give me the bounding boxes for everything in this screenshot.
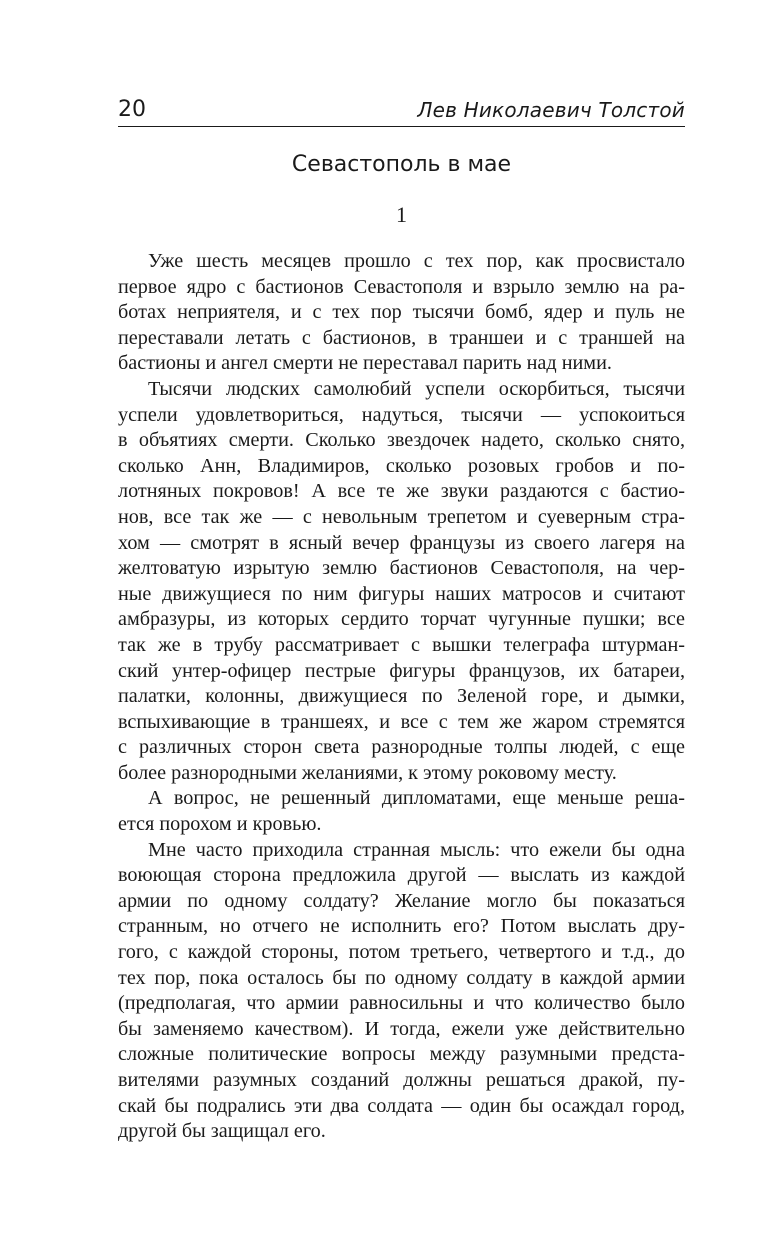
running-header [118,96,685,127]
text-line: сколько Анн, Владимиров, сколько розовых гробов и по- [118,454,685,477]
text-line: желтоватую изрытую землю бастионов Севастополя, на чер- [118,557,685,580]
text-line: скай бы подрались эти два солдата — один бы осаждал город, [118,1094,685,1117]
text-line: (предполагая, что армии равносильны и что количество было [118,992,685,1015]
paragraph [118,377,685,787]
text-line: палатки, колонны, движущиеся по Зеленой горе, и дымки, [118,685,685,708]
text-line: другой бы защищал его. [118,1120,326,1143]
paragraph [118,249,685,377]
text-line: амбразуры, из которых сердито торчат чугунные пушки; все [118,608,685,631]
text-line: ные движущиеся по ним фигуры наших матросов и считают [118,582,685,605]
text-line: с различных сторон света разнородные толпы людей, с еще [118,736,685,759]
text-line: нов, все так же — с невольным трепетом и суеверным стра- [118,505,685,528]
text-line: странным, но отчего не исполнить его? Потом выслать дру- [118,915,685,938]
text-line: первое ядро с бастионов Севастополя и взрыло землю на ра- [118,275,685,298]
text-line: вителями разумных созданий должны решаться дракой, пу- [118,1069,685,1091]
text-line: лотняных покровов! А все те же звуки раздаются с бастио- [118,480,685,503]
text-line: бы заменяемо качеством). И тогда, ежели уже действительно [118,1017,685,1040]
page-number: 20 [118,97,146,122]
text-line: Тысячи людских самолюбий успели оскорбиться, тысячи [148,377,685,400]
text-line: бастионы и ангел смерти не переставал парить над ними. [118,352,612,375]
text-line: более разнородными желаниями, к этому роковому месту. [118,761,617,784]
text-line: А вопрос, не решенный дипломатами, еще меньше реша- [148,787,685,810]
text-line: вспыхивающие в траншеях, и все с тем же жаром стремятся [118,710,685,733]
chapter-title: Севастополь в мае [291,152,512,177]
text-line: армии по одному солдату? Желание могло бы показаться [118,889,685,912]
text-line: Уже шесть месяцев прошло с тех пор, как просвистало [148,250,685,272]
text-line: ется порохом и кровью. [118,813,322,836]
section-number: 1 [396,202,407,227]
paragraph [118,786,685,837]
text-line: ботах неприятеля, и с тех пор тысячи бомб, ядер и пуль не [118,301,685,324]
text-line: сложные политические вопросы между разумными предста- [118,1043,685,1066]
text-line: в объятиях смерти. Сколько звездочек надето, сколько снято, [118,429,685,452]
text-line: переставали летать с бастионов, в траншеи и с траншей на [118,326,685,349]
text-line: гого, с каждой стороны, потом третьего, четвертого и т.д., до [118,941,685,964]
text-line: ский унтер-офицер пестрые фигуры французов, их батареи, [118,659,685,682]
running-head-author: Лев Николаевич Толстой [417,98,685,122]
paragraph [118,838,685,1145]
text-line: так же в трубу рассматривает с вышки телеграфа штурман- [118,633,685,656]
text-line: воюющая сторона предложила другой — выслать из каждой [118,864,685,887]
text-line: хом — смотрят в ясный вечер французы из своего лагеря на [118,531,685,554]
text-line: успели удовлетвориться, надуться, тысячи — успокоиться [118,403,685,426]
body-text [118,249,685,1145]
text-line: Мне часто приходила странная мысль: что ежели бы одна [148,838,685,861]
text-line: тех пор, пока осталось бы по одному солдату в каждой армии [118,966,685,989]
